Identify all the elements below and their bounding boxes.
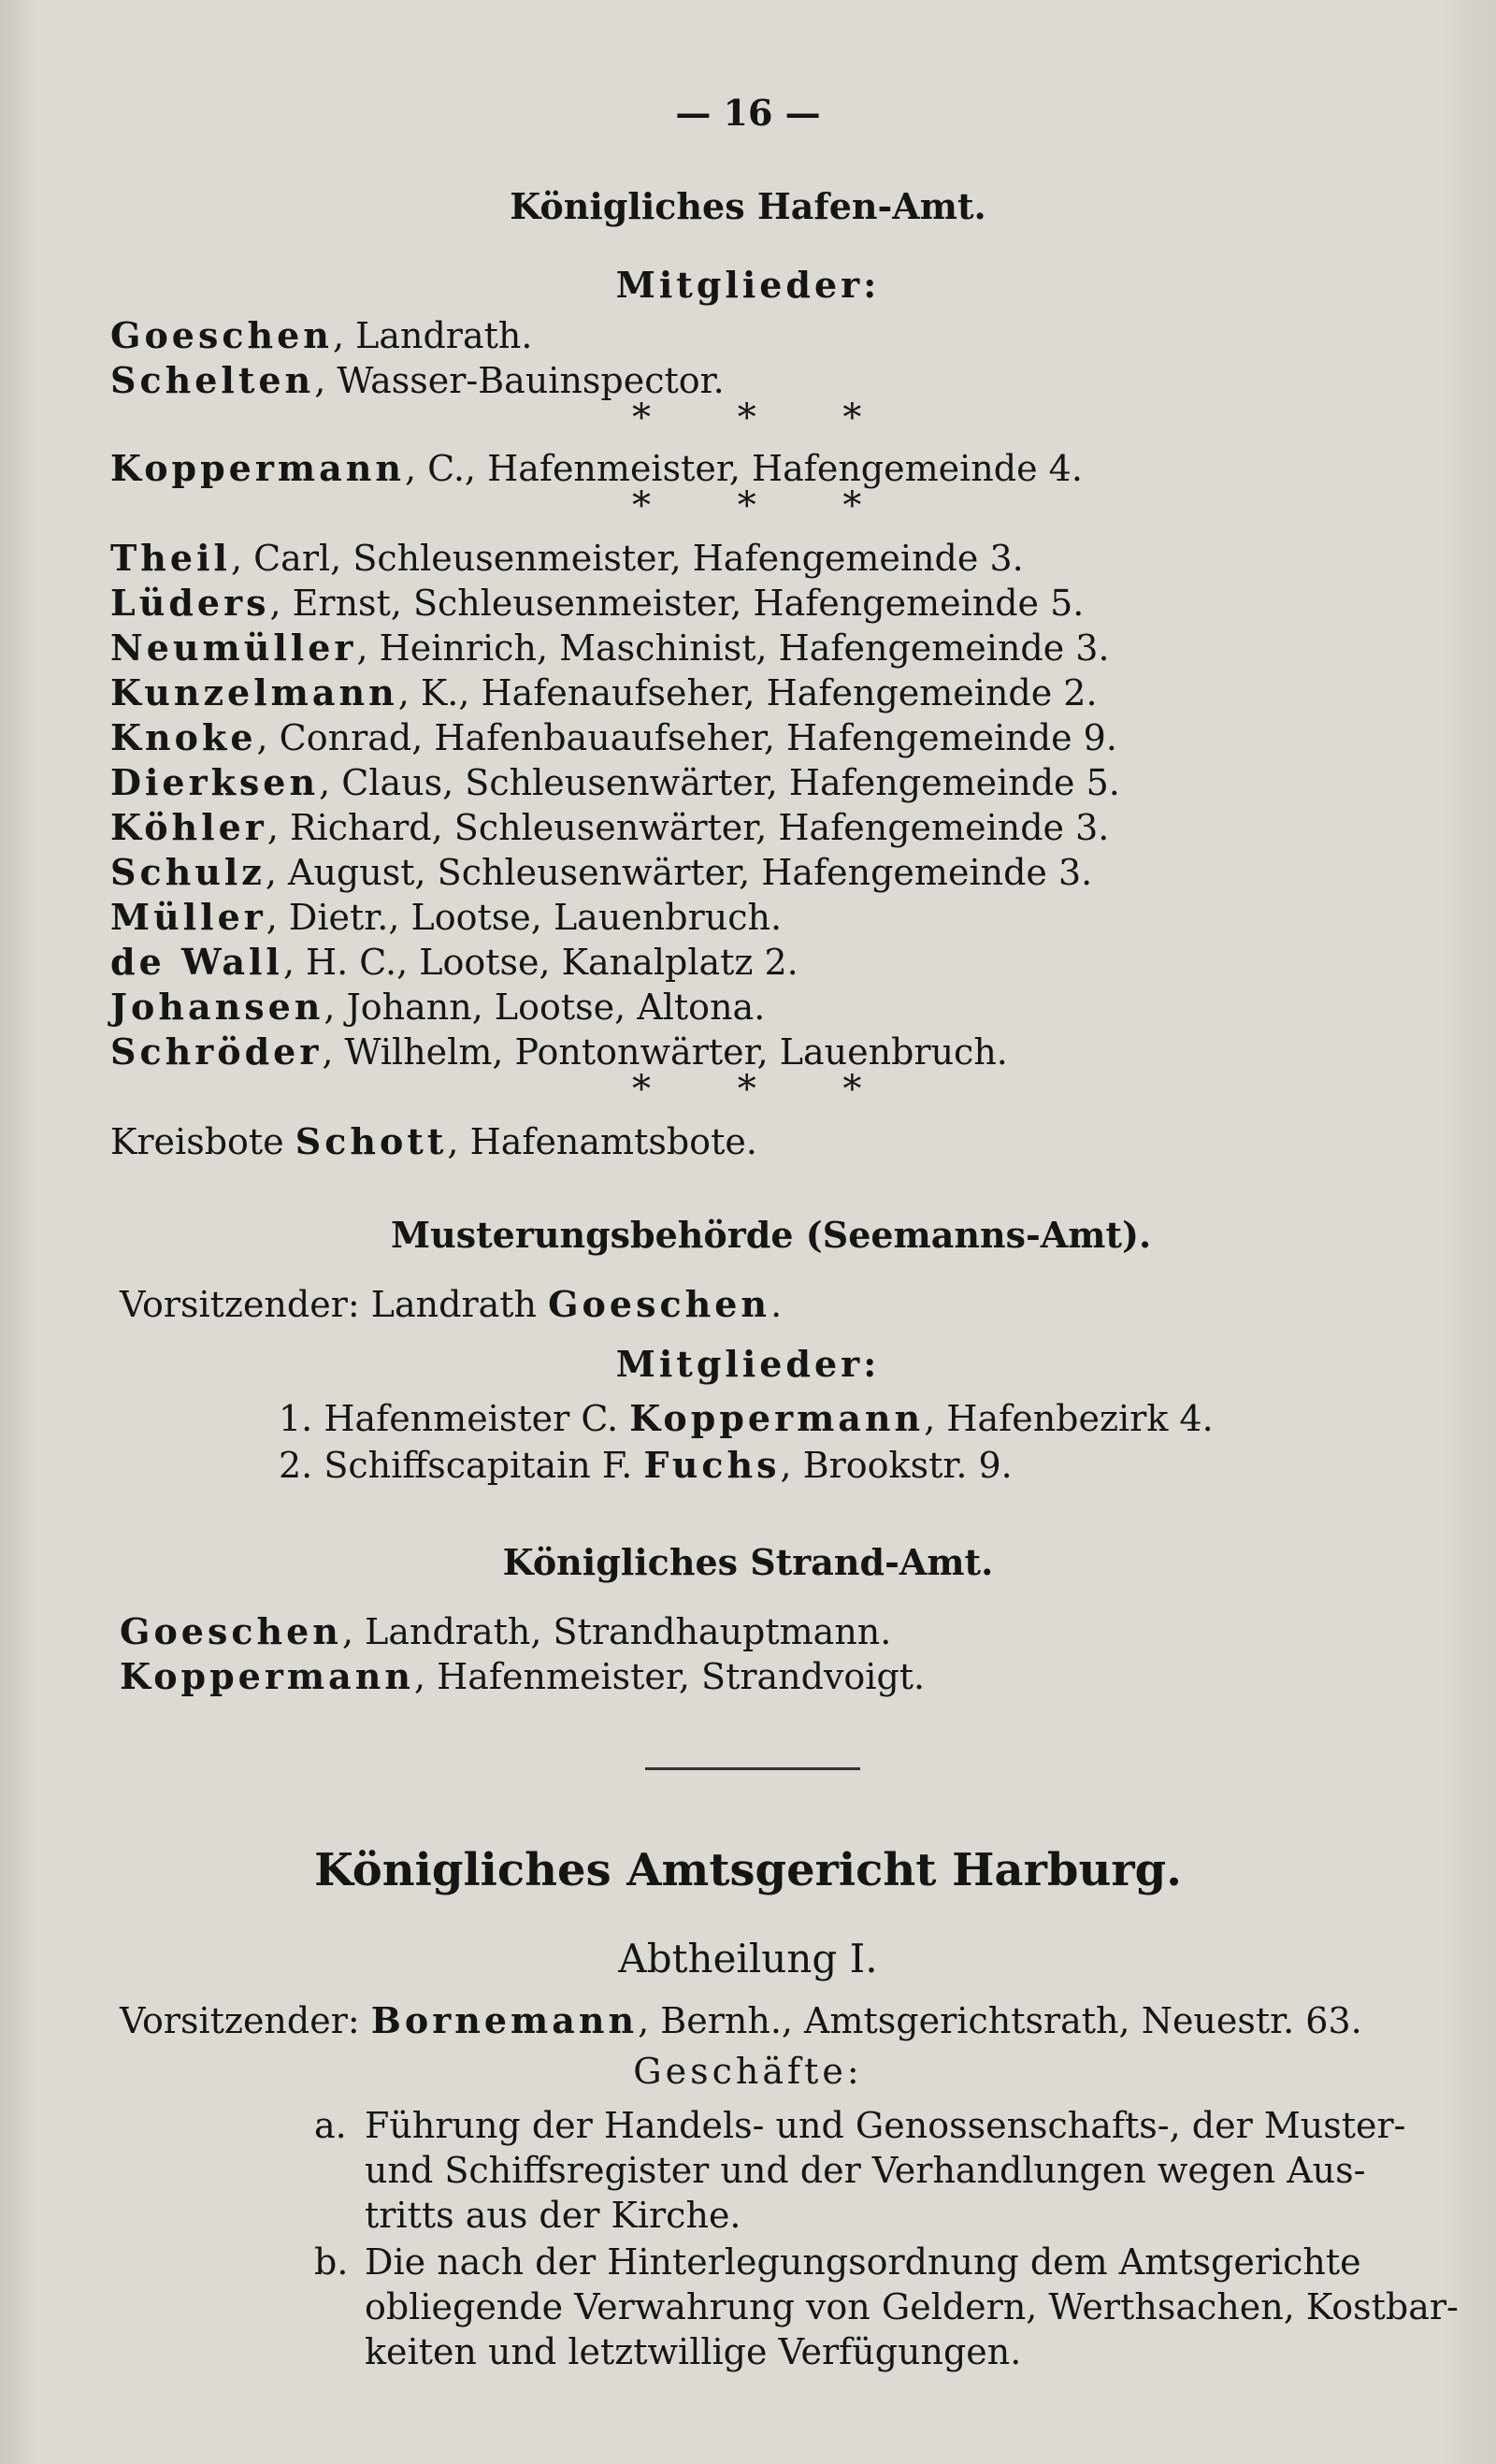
staff-row [110,582,1084,625]
hafen-amt-title: Königliches Hafen-Amt. [510,185,986,227]
staff-detail: , Johann, Lootse, Altona. [324,987,766,1028]
seemanns-amt-chair [120,1283,782,1326]
chair-prefix: Vorsitzender: Landrath [120,1284,549,1325]
chair-rest: . [770,1284,783,1325]
staff-detail: , Carl, Schleusenmeister, Hafengemeinde 3. [230,538,1024,579]
staff-detail: , August, Schleusenwärter, Hafengemeinde 3. [265,852,1093,893]
amtsgericht-title: Königliches Amtsgericht Harburg. [314,1844,1182,1896]
messenger-detail: , Hafenamtsbote. [447,1121,757,1162]
staff-name: de Wall [110,941,283,983]
staff-row [110,627,1110,670]
amtsgericht-chair [120,1999,1362,2042]
amtsgericht-department: Abtheilung I. [618,1936,878,1981]
separator-stars: * * * [632,1068,899,1111]
member-name: Fuchs [643,1444,781,1486]
staff-detail: , Wilhelm, Pontonwärter, Lauenbruch. [322,1031,1008,1073]
strand-member [120,1610,891,1653]
member-detail: , Landrath, Strandhauptmann. [341,1611,892,1652]
duty-line: Die nach der Hinterlegungsordnung dem Amtsgerichte [365,2241,1361,2283]
staff-detail: , Conrad, Hafenbauaufseher, Hafengemeinde 9. [256,717,1117,758]
staff-name: Dierksen [110,761,320,803]
staff-detail: , Claus, Schleusenwärter, Hafengemeinde 5. [319,762,1120,803]
member-detail: , Hafenbezirk 4. [924,1398,1214,1439]
member-detail: , Wasser-Bauinspector. [314,360,725,401]
chair-rest: , Bernh., Amtsgerichtsrath, Neuestr. 63. [638,2000,1362,2041]
staff-detail: , Dietr., Lootse, Lauenbruch. [266,897,783,938]
duty-line: obliegende Verwahrung von Geldern, Werthsachen, Kostbar- [365,2286,1459,2327]
staff-name: Johansen [110,986,324,1028]
duty-line: Führung der Handels- und Genossenschafts-, der Muster- [365,2105,1406,2146]
member-prefix: 1. Hafenmeister C. [279,1398,630,1439]
page-number: — 16 — [675,92,821,134]
staff-detail: , Heinrich, Maschinist, Hafengemeinde 3. [356,627,1110,669]
staff-detail: , H. C., Lootse, Kanalplatz 2. [282,942,798,983]
seemanns-amt-members-heading: Mitglieder: [615,1343,881,1385]
staff-row [110,986,765,1029]
duty-line: und Schiffsregister und der Verhandlungen wegen Aus- [365,2150,1366,2191]
seemanns-member [279,1397,1214,1440]
member-name: Goeschen [110,314,333,356]
member-name: Koppermann [110,447,405,489]
separator-stars: * * * [632,484,899,527]
member-detail: , Landrath. [332,315,533,356]
section-divider [645,1767,860,1770]
staff-row [110,851,1092,894]
harbourmaster [110,447,1083,490]
messenger [110,1120,757,1163]
separator-stars: * * * [632,396,899,439]
staff-detail: , Richard, Schleusenwärter, Hafengemeinde 3. [266,807,1110,848]
staff-row [110,716,1117,759]
staff-name: Köhler [110,806,267,848]
staff-row [110,806,1109,849]
staff-detail: , K., Hafenaufseher, Hafengemeinde 2. [397,672,1098,713]
staff-name: Lüders [110,582,270,624]
staff-name: Knoke [110,716,257,758]
duty-line: keiten und letztwillige Verfügungen. [365,2331,1022,2372]
duty-label: a. [314,2105,347,2146]
staff-name: Kunzelmann [110,671,398,713]
seemanns-member [279,1444,1013,1487]
staff-name: Müller [110,896,266,938]
duty-line: tritts aus der Kirche. [365,2195,741,2236]
staff-name: Theil [110,537,231,579]
strand-amt-title: Königliches Strand-Amt. [502,1541,994,1583]
messenger-name: Schott [295,1120,448,1162]
chair-name: Bornemann [370,1999,639,2041]
member-detail: , C., Hafenmeister, Hafengemeinde 4. [404,448,1083,489]
chair-name: Goeschen [548,1283,771,1325]
member-name: Koppermann [629,1397,925,1439]
staff-row [110,896,782,939]
staff-row [110,671,1098,714]
member-name: Schelten [110,359,315,401]
staff-row [110,941,798,984]
staff-detail: , Ernst, Schleusenmeister, Hafengemeinde 5. [269,583,1085,624]
staff-row [110,761,1120,804]
staff-name: Schulz [110,851,266,893]
member-prefix: 2. Schiffscapitain F. [279,1445,644,1486]
member-name: Goeschen [120,1610,342,1652]
member-detail: , Brookstr. 9. [780,1445,1013,1486]
amtsgericht-duties-heading: Geschäfte: [633,2051,863,2092]
staff-name: Neumüller [110,627,357,669]
member-name: Koppermann [120,1655,414,1697]
hafen-amt-members-heading: Mitglieder: [615,264,881,306]
strand-member [120,1655,925,1698]
member-detail: , Hafenmeister, Strandvoigt. [413,1656,926,1697]
hafen-member [110,314,532,357]
messenger-prefix: Kreisbote [110,1121,295,1162]
chair-prefix: Vorsitzender: [120,2000,371,2041]
duty-label: b. [314,2241,349,2283]
staff-name: Schröder [110,1030,323,1073]
seemanns-amt-title: Musterungsbehörde (Seemanns-Amt). [391,1214,1152,1256]
staff-row [110,537,1024,580]
